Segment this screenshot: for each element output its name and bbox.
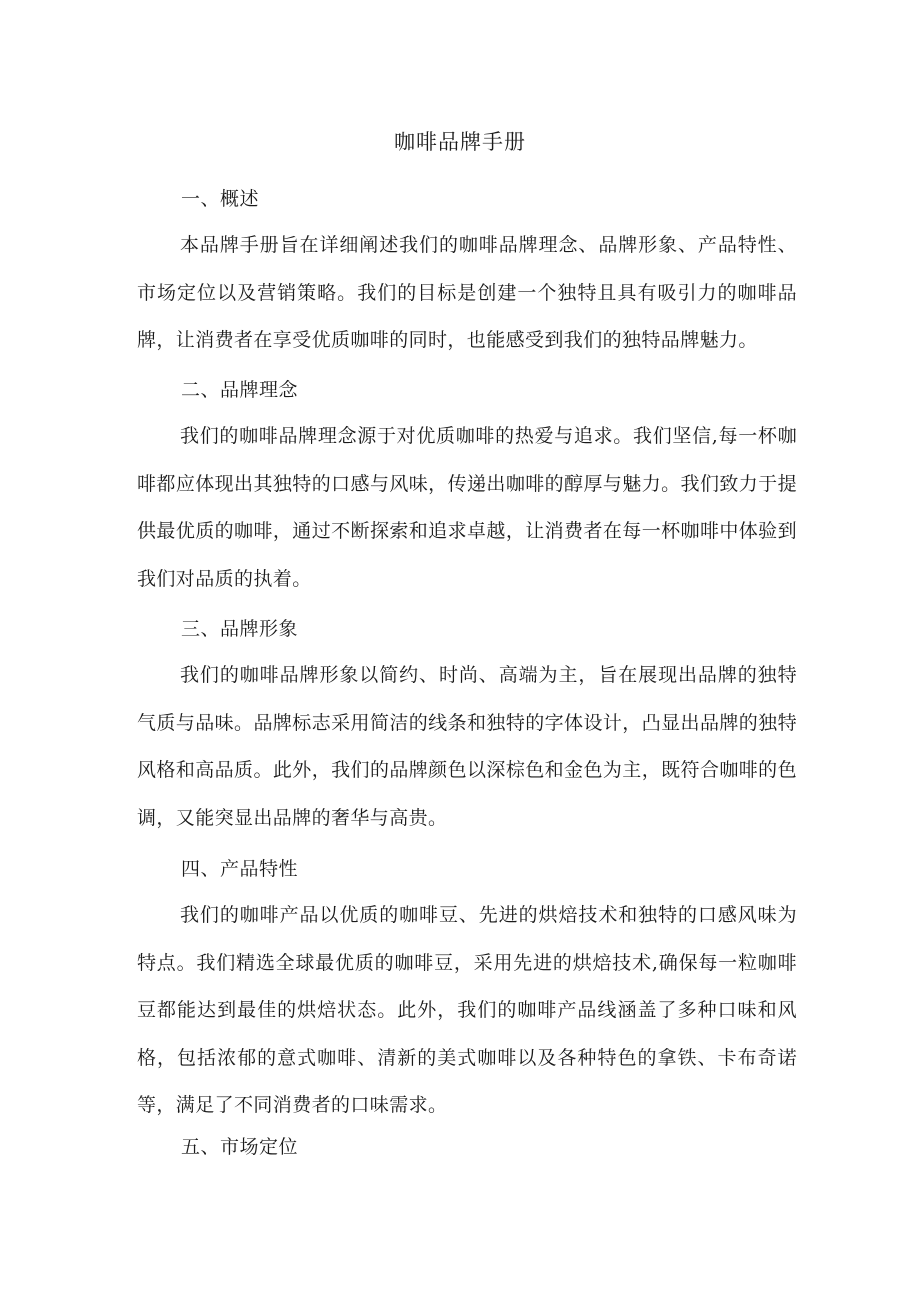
document-title: 咖啡品牌手册: [394, 130, 526, 154]
section-paragraph-product-features: 我们的咖啡产品以优质的咖啡豆、先进的烘焙技术和独特的口感风味为特点。我们精选全球最优质的咖啡豆，采用先进的烘焙技术,确保每一粒咖啡豆都能达到最佳的烘焙状态。此外，我们的咖啡产品线涵盖了多种口味和风格，包括浓郁的意式咖啡、清新的美式咖啡以及各种特色的拿铁、卡布奇诺等，满足了不同消费者的口味需求。: [137, 904, 797, 1117]
section-heading-product-features: 四、产品特性: [181, 858, 299, 880]
section-paragraph-brand-image: 我们的咖啡品牌形象以简约、时尚、高端为主，旨在展现出品牌的独特气质与品味。品牌标志采用简洁的线条和独特的字体设计，凸显出品牌的独特风格和高品质。此外，我们的品牌颜色以深棕色和金色为主，既符合咖啡的色调，又能突显出品牌的奢华与高贵。: [137, 664, 797, 829]
section-heading-market-positioning: 五、市场定位: [181, 1136, 299, 1158]
section-heading-brand-image: 三、品牌形象: [181, 618, 299, 640]
section-paragraph-overview: 本品牌手册旨在详细阐述我们的咖啡品牌理念、品牌形象、产品特性、市场定位以及营销策略。我们的目标是创建一个独特且具有吸引力的咖啡品牌，让消费者在享受优质咖啡的同时，也能感受到我们的独特品牌魅力。: [137, 234, 797, 352]
section-paragraph-brand-philosophy: 我们的咖啡品牌理念源于对优质咖啡的热爱与追求。我们坚信,每一杯咖啡都应体现出其独特的口感与风味，传递出咖啡的醇厚与魅力。我们致力于提供最优质的咖啡，通过不断探索和追求卓越，让消费者在每一杯咖啡中体验到我们对品质的执着。: [137, 425, 797, 590]
section-heading-brand-philosophy: 二、品牌理念: [181, 379, 299, 401]
section-heading-overview: 一、概述: [181, 188, 260, 210]
